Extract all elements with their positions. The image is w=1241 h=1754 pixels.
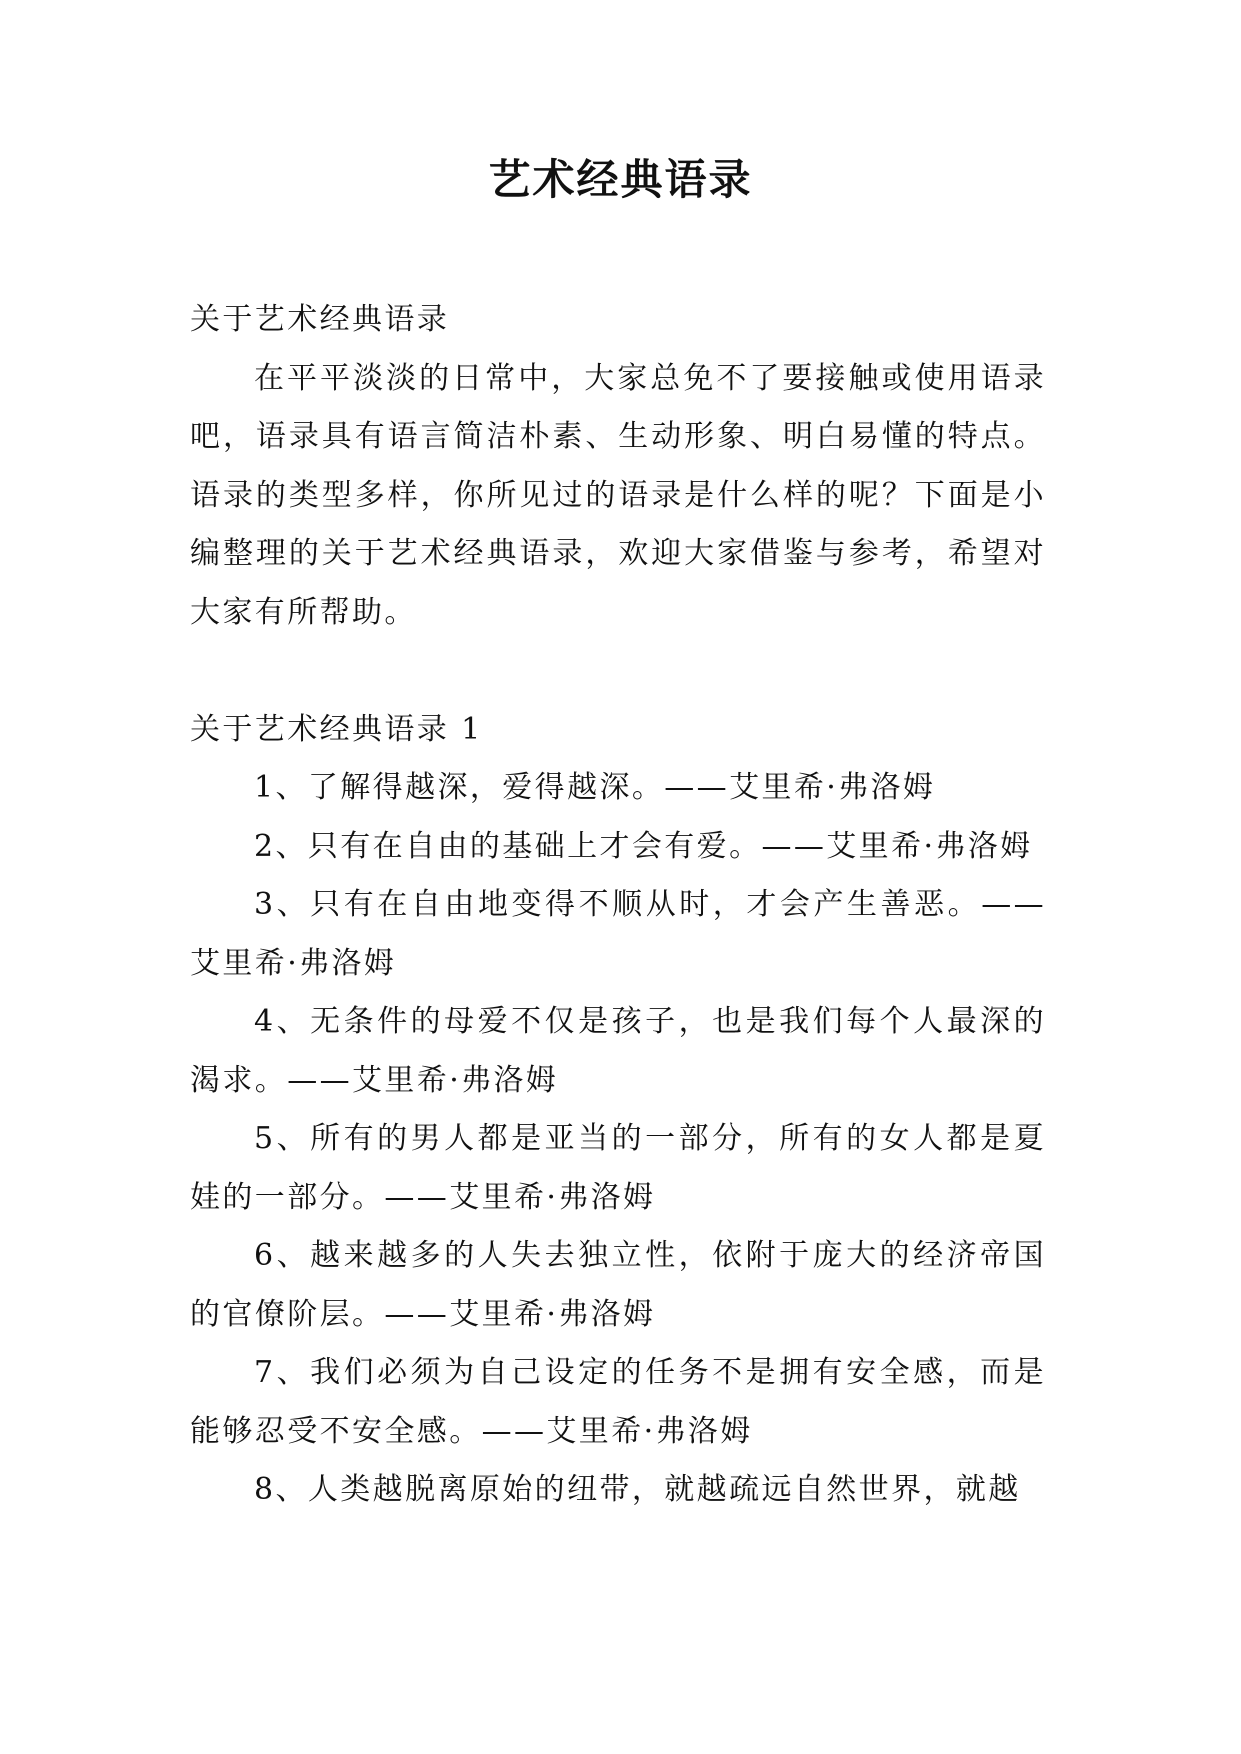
- paragraph-spacer: [190, 642, 1046, 701]
- quote-item: 2、只有在自由的基础上才会有爱。——艾里希·弗洛姆: [254, 828, 1033, 864]
- quote-item: 6、越来越多的人失去独立性，依附于庞大的经济帝国的官僚阶层。——艾里希·弗洛姆: [190, 1238, 1046, 1332]
- section-heading: 关于艺术经典语录 1: [190, 711, 483, 747]
- intro-paragraph: 在平平淡淡的日常中，大家总免不了要接触或使用语录吧，语录具有语言简洁朴素、生动形象、明白易懂的特点。语录的类型多样，你所见过的语录是什么样的呢？下面是小编整理的关于艺术经典语录，欢迎大家借鉴与参考，希望对大家有所帮助。: [190, 360, 1046, 630]
- document-title: 艺术经典语录: [488, 155, 753, 204]
- quote-item: 1、了解得越深，爱得越深。——艾里希·弗洛姆: [254, 770, 936, 805]
- quote-item: 3、只有在自由地变得不顺从时，才会产生善恶。——艾里希·弗洛姆: [190, 887, 1046, 981]
- quote-item: 4、无条件的母爱不仅是孩子，也是我们每个人最深的渴求。——艾里希·弗洛姆: [190, 1004, 1046, 1098]
- quote-item: 8、人类越脱离原始的纽带，就越疏远自然世界，就越: [254, 1472, 1021, 1507]
- quote-item: 7、我们必须为自己设定的任务不是拥有安全感，而是能够忍受不安全感。——艾里希·弗洛姆: [190, 1355, 1046, 1449]
- document-body: [190, 291, 1046, 1520]
- quote-item: 5、所有的男人都是亚当的一部分，所有的女人都是夏娃的一部分。——艾里希·弗洛姆: [190, 1121, 1046, 1215]
- intro-heading: 关于艺术经典语录: [190, 302, 450, 337]
